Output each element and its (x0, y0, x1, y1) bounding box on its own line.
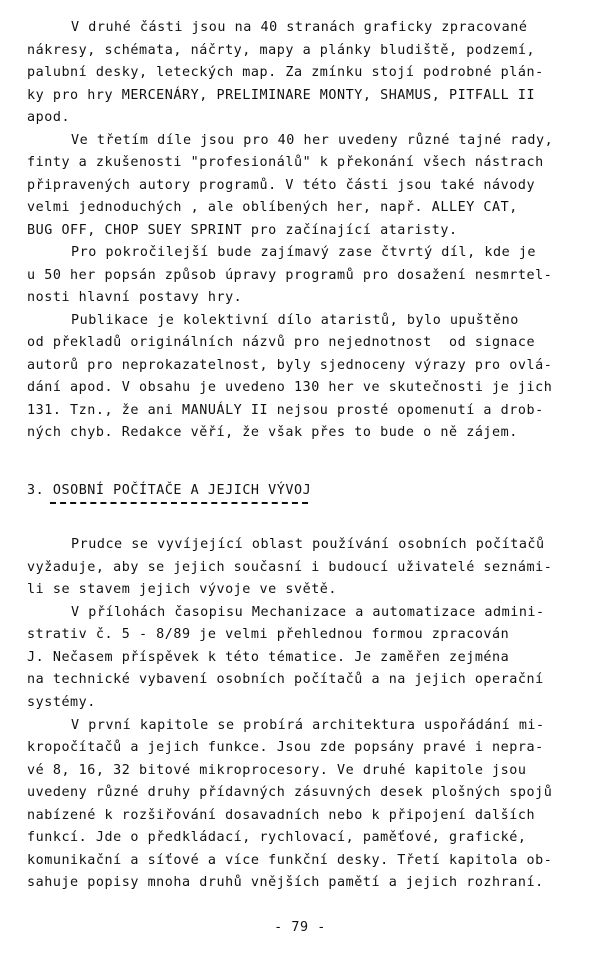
text-line: uvedeny různé druhy přídavných zásuvných desek plošných spojů (27, 785, 553, 800)
text-line: dání apod. V obsahu je uvedeno 130 her ve skutečnosti je jich (27, 380, 553, 395)
text-line: Publikace je kolektivní dílo ataristů, bylo upuštěno (71, 313, 519, 328)
text-line: BUG OFF, CHOP SUEY SPRINT pro začínající ataristy. (27, 223, 458, 238)
text-line: funkcí. Jde o předkládací, rychlovací, paměťové, grafické, (27, 830, 527, 845)
text-line: ky pro hry MERCENÁRY, PRELIMINARE MONTY, SHAMUS, PITFALL II (27, 88, 536, 103)
text-line: Prudce se vyvíjející oblast používání osobních počítačů (71, 537, 545, 552)
text-line: apod. (27, 110, 71, 125)
text-line: kropočítačů a jejich funkce. Jsou zde popsány pravé i nepra- (27, 740, 544, 755)
text-line: palubní desky, leteckých map. Za zmínku stojí podrobné plán- (27, 65, 544, 80)
text-line: 131. Tzn., že ani MANUÁLY II nejsou prosté opomenutí a drob- (27, 403, 544, 418)
page-number: - 79 - (274, 920, 326, 935)
text-line: Pro pokročilejší bude zajímavý zase čtvrtý díl, kde je (71, 245, 537, 260)
text-line: nosti hlavní postavy hry. (27, 290, 243, 305)
text-line: autorů pro neprokazatelnost, byly sjednoceny výrazy pro ovlá- (27, 358, 553, 373)
section-heading (27, 483, 311, 499)
text-line: finty a zkušenosti "profesionálů" k překonání všech nástrach (27, 155, 544, 170)
text-line: velmi jednoduchých , ale oblíbených her, např. ALLEY CAT, (27, 200, 518, 215)
text-line: komunikační a síťové a více funkční desky. Třetí kapitola ob- (27, 853, 553, 868)
text-line: vé 8, 16, 32 bitové mikroprocesory. Ve druhé kapitole jsou (27, 763, 527, 778)
heading-underline (50, 502, 308, 504)
text-line: ných chyb. Redakce věří, že však přes to bude o ně zájem. (27, 425, 518, 440)
text-line: nabízené k rozšiřování dosavadních nebo k připojení dalších (27, 808, 536, 823)
text-line: na technické vybavení osobních počítačů a na jejich operační (27, 672, 544, 687)
text-line: u 50 her popsán způsob úpravy programů pro dosažení nesmrtel- (27, 268, 553, 283)
section-number: 3. (27, 483, 45, 498)
text-line: J. Nečasem příspěvek k této tématice. Je zaměřen zejména (27, 650, 510, 665)
text-line: li se stavem jejich vývoje ve světě. (27, 582, 338, 597)
section-title: OSOBNÍ POČÍTAČE A JEJICH VÝVOJ (52, 483, 312, 498)
text-line: Ve třetím díle jsou pro 40 her uvedeny různé tajné rady, (71, 133, 554, 148)
text-line: V druhé části jsou na 40 stranách graficky zpracované (71, 20, 528, 35)
text-line: V přílohách časopisu Mechanizace a automatizace admini- (71, 605, 545, 620)
text-line: nákresy, schémata, náčrty, mapy a plánky bludiště, podzemí, (27, 43, 536, 58)
text-line: systémy. (27, 695, 96, 710)
text-line: sahuje popisy mnoha druhů vnějších pamětí a jejich rozhraní. (27, 875, 544, 890)
text-line: vyžaduje, aby se jejich současní i budoucí uživatelé seznámi- (27, 560, 553, 575)
text-line: strativ č. 5 - 8/89 je velmi přehlednou formou zpracován (27, 627, 510, 642)
text-line: V první kapitole se probírá architektura uspořádání mi- (71, 718, 545, 733)
text-line: připravených autory programů. V této části jsou také návody (27, 178, 536, 193)
text-line: od překladů originálních názvů pro nejednotnost od signace (27, 335, 536, 350)
